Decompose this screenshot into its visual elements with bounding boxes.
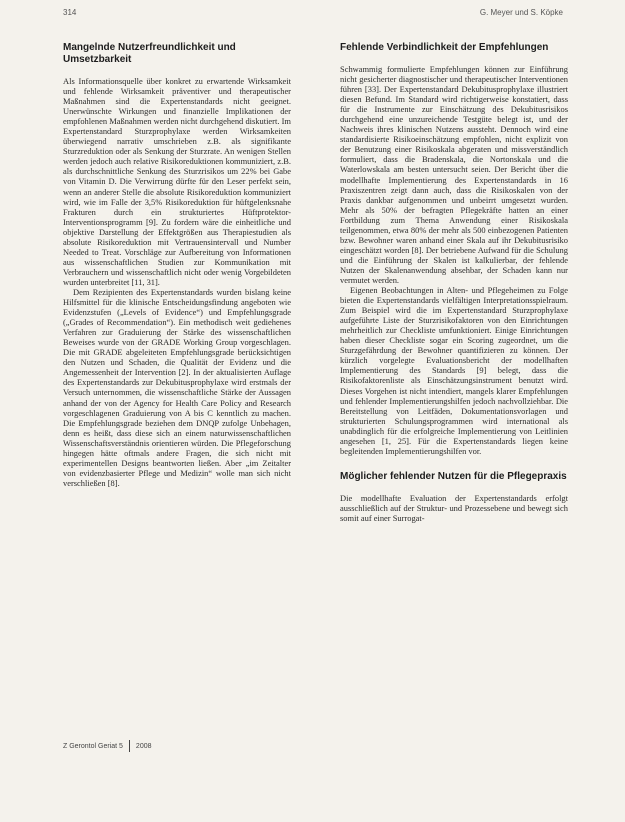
body-paragraph: Eigenen Beobachtungen in Alten- und Pflegeheimen zu Folge bieten die Expertenstandards vielfältigen Interpretationsspielraum. Zum Beispiel wird die im Expertenstandard Sturzprophylaxe aufgeführte Liste der Sturzrisikofaktoren von den Einrichtungen mehrheitlich zur Checkliste umfunktioniert. Einige Einrichtungen haben dieser Checkliste sogar ein Scoring zugeordnet, um die Sturzgefährdung der Bewohner quantifizieren zu können. Der kürzlich vorgelegte Evaluationsbericht der modellhaften Implementierung des Standards [9] belegt, dass die Risikofaktorenliste als Einschätzungsinstrument benutzt wird. Dieses Vorgehen ist nicht intendiert, mangels klarer Empfehlungen und fehlender Implementierungshilfen jedoch nachvollziehbar. Die Bereitstellung von Leitfäden, Dokumentationsvorlagen und strukturierten Schulungsprogrammen wird international als unabdinglich für die erfolgreiche Implementierung von Leitlinien angesehen [1, 25]. Für die Expertenstandards liegen keine begleitenden Implementierungshilfen vor. xyxy=(340,285,568,456)
page-footer xyxy=(63,740,152,752)
right-column xyxy=(340,38,568,523)
left-column xyxy=(63,38,291,488)
publication-year: 2008 xyxy=(135,742,152,750)
running-authors: G. Meyer und S. Köpke xyxy=(479,8,563,17)
section-heading-bindingness: Fehlende Verbindlichkeit der Empfehlungen xyxy=(340,42,549,53)
section-heading-benefit: Möglicher fehlender Nutzen für die Pflegepraxis xyxy=(340,470,567,482)
body-paragraph: Schwammig formulierte Empfehlungen können zur Einführung nicht gesicherter diagnostischer und therapeutischer Interventionen führen [33]. Der Expertenstandard Dekubitusprophylaxe illustriert diesen Befund. Im Standard wird richtigerweise konstatiert, dass für die Instrumente zur Einschätzung des Dekubitusrisikos durchgehend eine unzureichende Testgüte belegt ist, und der Nachweis ihres klinischen Nutzens aussteht. Dennoch wird eine standardisierte Risikoeinschätzung empfohlen, nicht explizit von der Benutzung einer Risikoskala abgeraten und missverständlich formuliert, dass die Bradenskala, die Nortonskala und die Waterlowskala am besten untersucht seien. Der Bericht über die modellhafte Implementierung des Expertenstandards in 16 Praxiszentren zeigt dann auch, dass die Risikoskalen von der Praxis dankbar aufgenommen und unbeirrt umgesetzt wurden. Mehr als 50% der befragten Pflegekräfte hatten an einer Fortbildung zum Thema Anwendung einer Risikoskala teilgenommen, etwa 80% der mehr als 500 einbezogenen Patienten bzw. Bewohner waren anhand einer Skala auf ihr Dekubitusrisiko eingeschätzt worden [8]. Der betriebene Aufwand für die Schulung und die Einführung der Skalen ist kalkulierbar, der fehlende Nutzen der Skalenanwendung absehbar, der Schaden kann nur vermutet werden. xyxy=(340,64,568,285)
journal-citation: Z Gerontol Geriat 5 xyxy=(63,742,123,750)
page-header xyxy=(63,6,563,20)
section-heading-usability: Mangelnde Nutzerfreundlichkeit und Umsetzbarkeit xyxy=(63,42,236,65)
body-paragraph: Als Informationsquelle über konkret zu erwartende Wirksamkeit und fehlende Wirksamkeit präventiver und therapeutischer Maßnahmen sind die Expertenstandards nicht geeignet. Unerwünschte Wirkungen und finanzielle Implikationen der empfohlenen Maßnahmen werden nicht durchgehend diskutiert. Im Expertenstandard Sturzprophylaxe werden Wirksamkeiten überwiegend narrativ umschrieben z.B. als signifikante Sturzreduktion oder als Senkung der Sturzrate. An wenigen Stellen werden jedoch auch relative Risikoreduktionen kommuniziert, z.B. als durchschnittliche Senkung des Sturzrisikos um 22% bei Gabe von Vitamin D. Die Verwirrung dürfte für den Leser perfekt sein, wenn an anderer Stelle die absolute Risikoreduktion kommuniziert wird, wie im Falle der 3,5% Risikoreduktion für hüftgelenksnahe Frakturen durch ein strukturiertes Hüftprotektor-Interventionsprogramm [9]. Zu fordern wäre die einheitliche und objektive Darstellung der Effektgrößen aus Therapiestudien als absolute Risikoreduktion mit Vertrauensintervall und Number Needed to Treat. Vorschläge zur Aufbereitung von Informationen aus wissenschaftlichen Studien zur Kommunikation mit Verbrauchern und wissenschaftlich nicht oder wenig Vorgebildeten wurden unterbreitet [11, 31]. xyxy=(63,76,291,287)
body-paragraph: Die modellhafte Evaluation der Expertenstandards erfolgt ausschließlich auf der Struktur- und Prozessebene und bewegt sich somit auf einer Surrogat- xyxy=(340,492,568,523)
footer-divider xyxy=(129,740,130,752)
body-paragraph: Dem Rezipienten des Expertenstandards wurden bislang keine Hilfsmittel für die klinische Entscheidungsfindung angeboten wie Evidenzstufen („Levels of Evidence“) und Empfehlungsgrade („Grades of Recommendation“). Ein methodisch weit gediehenes Verfahren zur Graduierung der Stärke des wissenschaftlichen Beweises wurde von der GRADE Working Group vorgeschlagen. Die mit GRADE abgeleiteten Empfehlungsgrade berücksichtigen den Nutzen und Schaden, die Qualität der Evidenz und die Angemessenheit der Intervention [2]. In der aktualisierten Auflage des Expertenstandards zur Dekubitusprophylaxe wird erstmals der Versuch unternommen, die wissenschaftliche Stärke der Aussagen anhand der von der Agency for Health Care Policy and Research vorgeschlagenen Graduierung von A bis C kenntlich zu machen. Die Empfehlungsgrade beziehen dem DNQP zufolge Unbehagen, denn es heißt, dass diese sich an einem naturwissenschaftlichen Wissenschaftsverständnis orientieren würden. Die Pflegeforschung hingegen hätte oftmals andere Fragen, die sich nicht mit experimentellen Designs beantworten ließen. Aber „im Zeitalter von evidenzbasierter Pflege und Medizin“ wolle man sich nicht verschließen [8]. xyxy=(63,286,291,488)
page-number: 314 xyxy=(63,8,77,17)
section-spacer xyxy=(340,456,568,467)
